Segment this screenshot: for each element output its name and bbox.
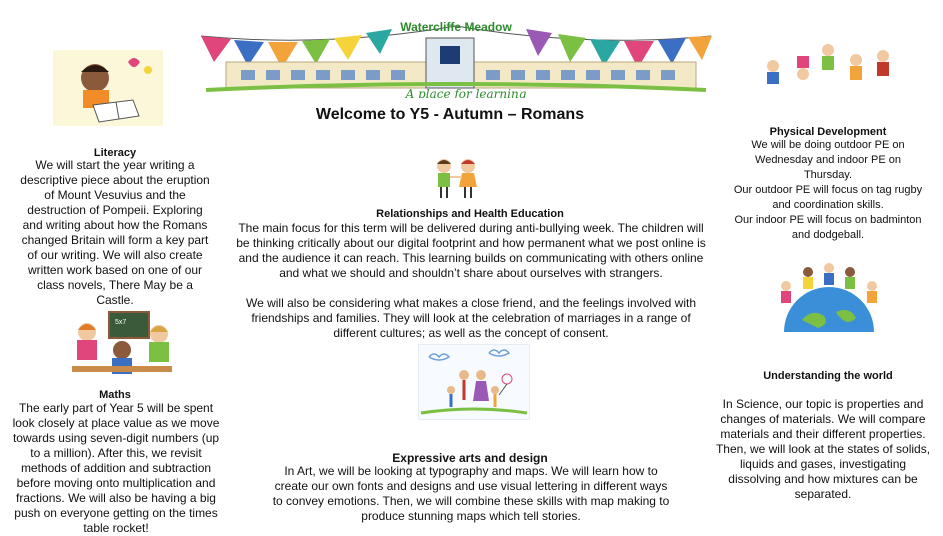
active-children-illustration: [758, 40, 898, 96]
svg-text:5x7: 5x7: [115, 319, 127, 326]
world-heading: Understanding the world: [763, 370, 893, 382]
world-text: In Science, our topic is properties and changes of materials. We will compare materials and their different properties. Then, we will look at the states of solids, liquids and gases, investigating dissolving and how mixtures can be separated.: [715, 397, 931, 501]
maths-text: The early part of Year 5 will be spent look closely at place value as we move towards using seven-digit numbers (up to a million). After this, we revisit methods of addition and subtraction before moving onto multiplication and fractions. We will also be having a big push on everyone getting on the times table rocket!: [12, 401, 220, 535]
friends-illustration: [428, 156, 484, 200]
reading-child-illustration: [53, 50, 163, 126]
page-title: Welcome to Y5 - Autumn – Romans: [315, 106, 585, 123]
arts-heading: Expressive arts and design: [392, 451, 548, 465]
pe-text: We will be doing outdoor PE on Wednesday and indoor PE on Thursday. Our outdoor PE will focus on tag rugby and coordination skills. Our indoor PE will focus on badminton and dodgeball.: [733, 139, 923, 241]
globe-children-illustration: [772, 262, 886, 332]
classroom-children-illustration: [67, 310, 177, 380]
school-tagline: A place for learning: [405, 87, 527, 98]
family-drawing-illustration: [418, 344, 530, 420]
relationships-heading: Relationships and Health Education: [376, 208, 564, 220]
literacy-heading: Literacy: [93, 147, 137, 159]
relationships-text: The main focus for this term will be delivered during anti-bullying week. The children will be thinking critically about our digital footprint and how permanent what we post online is and the audience it can reach. This learning builds on communicating with others online and what we should and shouldn’t share about ourselves with strangers. We will also be considering what makes a close friend, and the feelings involved with friendships and families. They will look at the celebration of marriages in a range of different cultures; as well as the concept of consent.: [236, 221, 706, 340]
school-name: Watercliffe Meadow: [400, 20, 512, 34]
pe-heading: Physical Development: [769, 126, 887, 138]
maths-heading: Maths: [99, 389, 131, 401]
literacy-text: We will start the year writing a descriptive piece about the eruption of Mount Vesuvius and the destruction of Pompeii. Exploring and writing about how the Romans changed Britain will form a key part of our writing. We will also create written work based on one of our class novels, There May be a Castle.: [20, 158, 210, 307]
school-banner: [196, 18, 716, 98]
banner-illustration: [196, 18, 716, 98]
arts-text: In Art, we will be looking at typography and maps. We will learn how to create our own fonts and designs and use visual lettering in different ways to convey emotions. Then, we will combine these skills with map making to produce stunning maps which tell stories.: [272, 464, 670, 523]
